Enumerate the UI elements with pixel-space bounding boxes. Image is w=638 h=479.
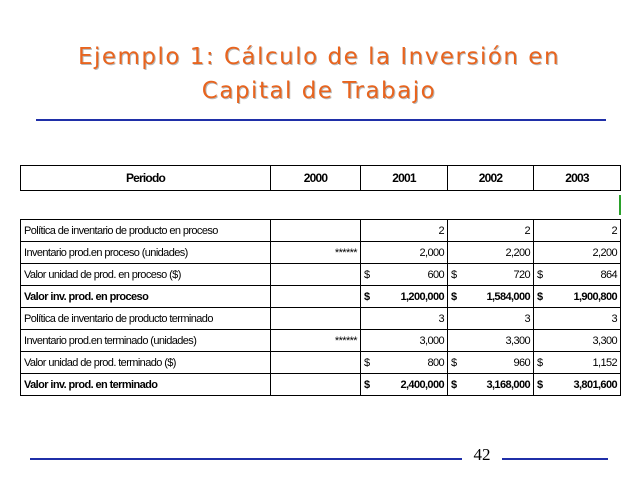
cell-2002: 3,300 — [460, 330, 534, 352]
cell-2003: 864 — [546, 264, 621, 286]
header-2003: 2003 — [534, 166, 621, 191]
table-row — [21, 330, 621, 352]
cell-2002: 3 — [460, 308, 534, 330]
cell-2000 — [271, 374, 361, 396]
table-row — [21, 374, 621, 396]
currency-2003 — [534, 308, 546, 330]
cell-2003: 3,300 — [546, 330, 621, 352]
row-label: Inventario prod.en terminado (unidades) — [21, 330, 271, 352]
cell-2002: 3,168,000 — [460, 374, 534, 396]
currency-2003: $ — [534, 352, 546, 374]
cell-2000 — [271, 308, 361, 330]
cell-2000: ****** — [271, 330, 361, 352]
header-2002: 2002 — [448, 166, 534, 191]
currency-2001 — [361, 220, 373, 242]
currency-2001 — [361, 330, 373, 352]
cell-2001: 800 — [373, 352, 448, 374]
footer-divider — [30, 458, 608, 460]
currency-2001: $ — [361, 374, 373, 396]
header-2001: 2001 — [361, 166, 448, 191]
cell-2000: ****** — [271, 242, 361, 264]
cell-2001: 3 — [373, 308, 448, 330]
row-label: Inventario prod.en proceso (unidades) — [21, 242, 271, 264]
table-row — [21, 308, 621, 330]
currency-2003: $ — [534, 286, 546, 308]
cell-2001: 2,000 — [373, 242, 448, 264]
cell-2001: 600 — [373, 264, 448, 286]
cell-selection-marker — [619, 195, 621, 215]
row-label: Política de inventario de producto en proceso — [21, 220, 271, 242]
cell-2001: 1,200,000 — [373, 286, 448, 308]
currency-2002 — [448, 308, 460, 330]
currency-2001 — [361, 242, 373, 264]
table-row — [21, 352, 621, 374]
row-label: Valor inv. prod. en terminado — [21, 374, 271, 396]
table-row — [21, 220, 621, 242]
currency-2003 — [534, 220, 546, 242]
currency-2002 — [448, 242, 460, 264]
currency-2002 — [448, 330, 460, 352]
row-label: Valor unidad de prod. en proceso ($) — [21, 264, 271, 286]
cell-2001: 2,400,000 — [373, 374, 448, 396]
cell-2003: 3 — [546, 308, 621, 330]
cell-2002: 2 — [460, 220, 534, 242]
currency-2003 — [534, 242, 546, 264]
cell-2002: 720 — [460, 264, 534, 286]
currency-2002: $ — [448, 264, 460, 286]
header-2000: 2000 — [271, 166, 361, 191]
cell-2001: 3,000 — [373, 330, 448, 352]
table-row — [21, 242, 621, 264]
table-row — [21, 264, 621, 286]
row-label: Valor inv. prod. en proceso — [21, 286, 271, 308]
currency-2001: $ — [361, 286, 373, 308]
currency-2002: $ — [448, 374, 460, 396]
period-header-row — [21, 166, 621, 191]
currency-2002: $ — [448, 352, 460, 374]
row-label: Política de inventario de producto terminado — [21, 308, 271, 330]
period-header-table — [20, 165, 621, 191]
cell-2003: 1,152 — [546, 352, 621, 374]
currency-2003 — [534, 330, 546, 352]
slide-title-line-1: Ejemplo 1: Cálculo de la Inversión en — [77, 44, 561, 70]
currency-2002: $ — [448, 286, 460, 308]
cell-2002: 960 — [460, 352, 534, 374]
currency-2001: $ — [361, 352, 373, 374]
currency-2002 — [448, 220, 460, 242]
currency-2001: $ — [361, 264, 373, 286]
cell-2001: 2 — [373, 220, 448, 242]
cell-2000 — [271, 220, 361, 242]
cell-2000 — [271, 264, 361, 286]
cell-2002: 1,584,000 — [460, 286, 534, 308]
cell-2003: 2,200 — [546, 242, 621, 264]
spreadsheet-table — [20, 165, 620, 425]
cell-2003: 1,900,800 — [546, 286, 621, 308]
title-divider — [36, 119, 606, 121]
cell-2002: 2,200 — [460, 242, 534, 264]
currency-2003: $ — [534, 264, 546, 286]
row-label: Valor unidad de prod. terminado ($) — [21, 352, 271, 374]
currency-2003: $ — [534, 374, 546, 396]
page-number: 42 — [462, 446, 502, 464]
cell-2003: 2 — [546, 220, 621, 242]
cell-2000 — [271, 286, 361, 308]
slide-title — [0, 40, 638, 108]
slide-title-line-2: Capital de Trabajo — [201, 78, 437, 104]
currency-2001 — [361, 308, 373, 330]
inventory-data-table — [20, 219, 621, 396]
table-row — [21, 286, 621, 308]
cell-2003: 3,801,600 — [546, 374, 621, 396]
header-periodo: Periodo — [21, 166, 271, 191]
cell-2000 — [271, 352, 361, 374]
